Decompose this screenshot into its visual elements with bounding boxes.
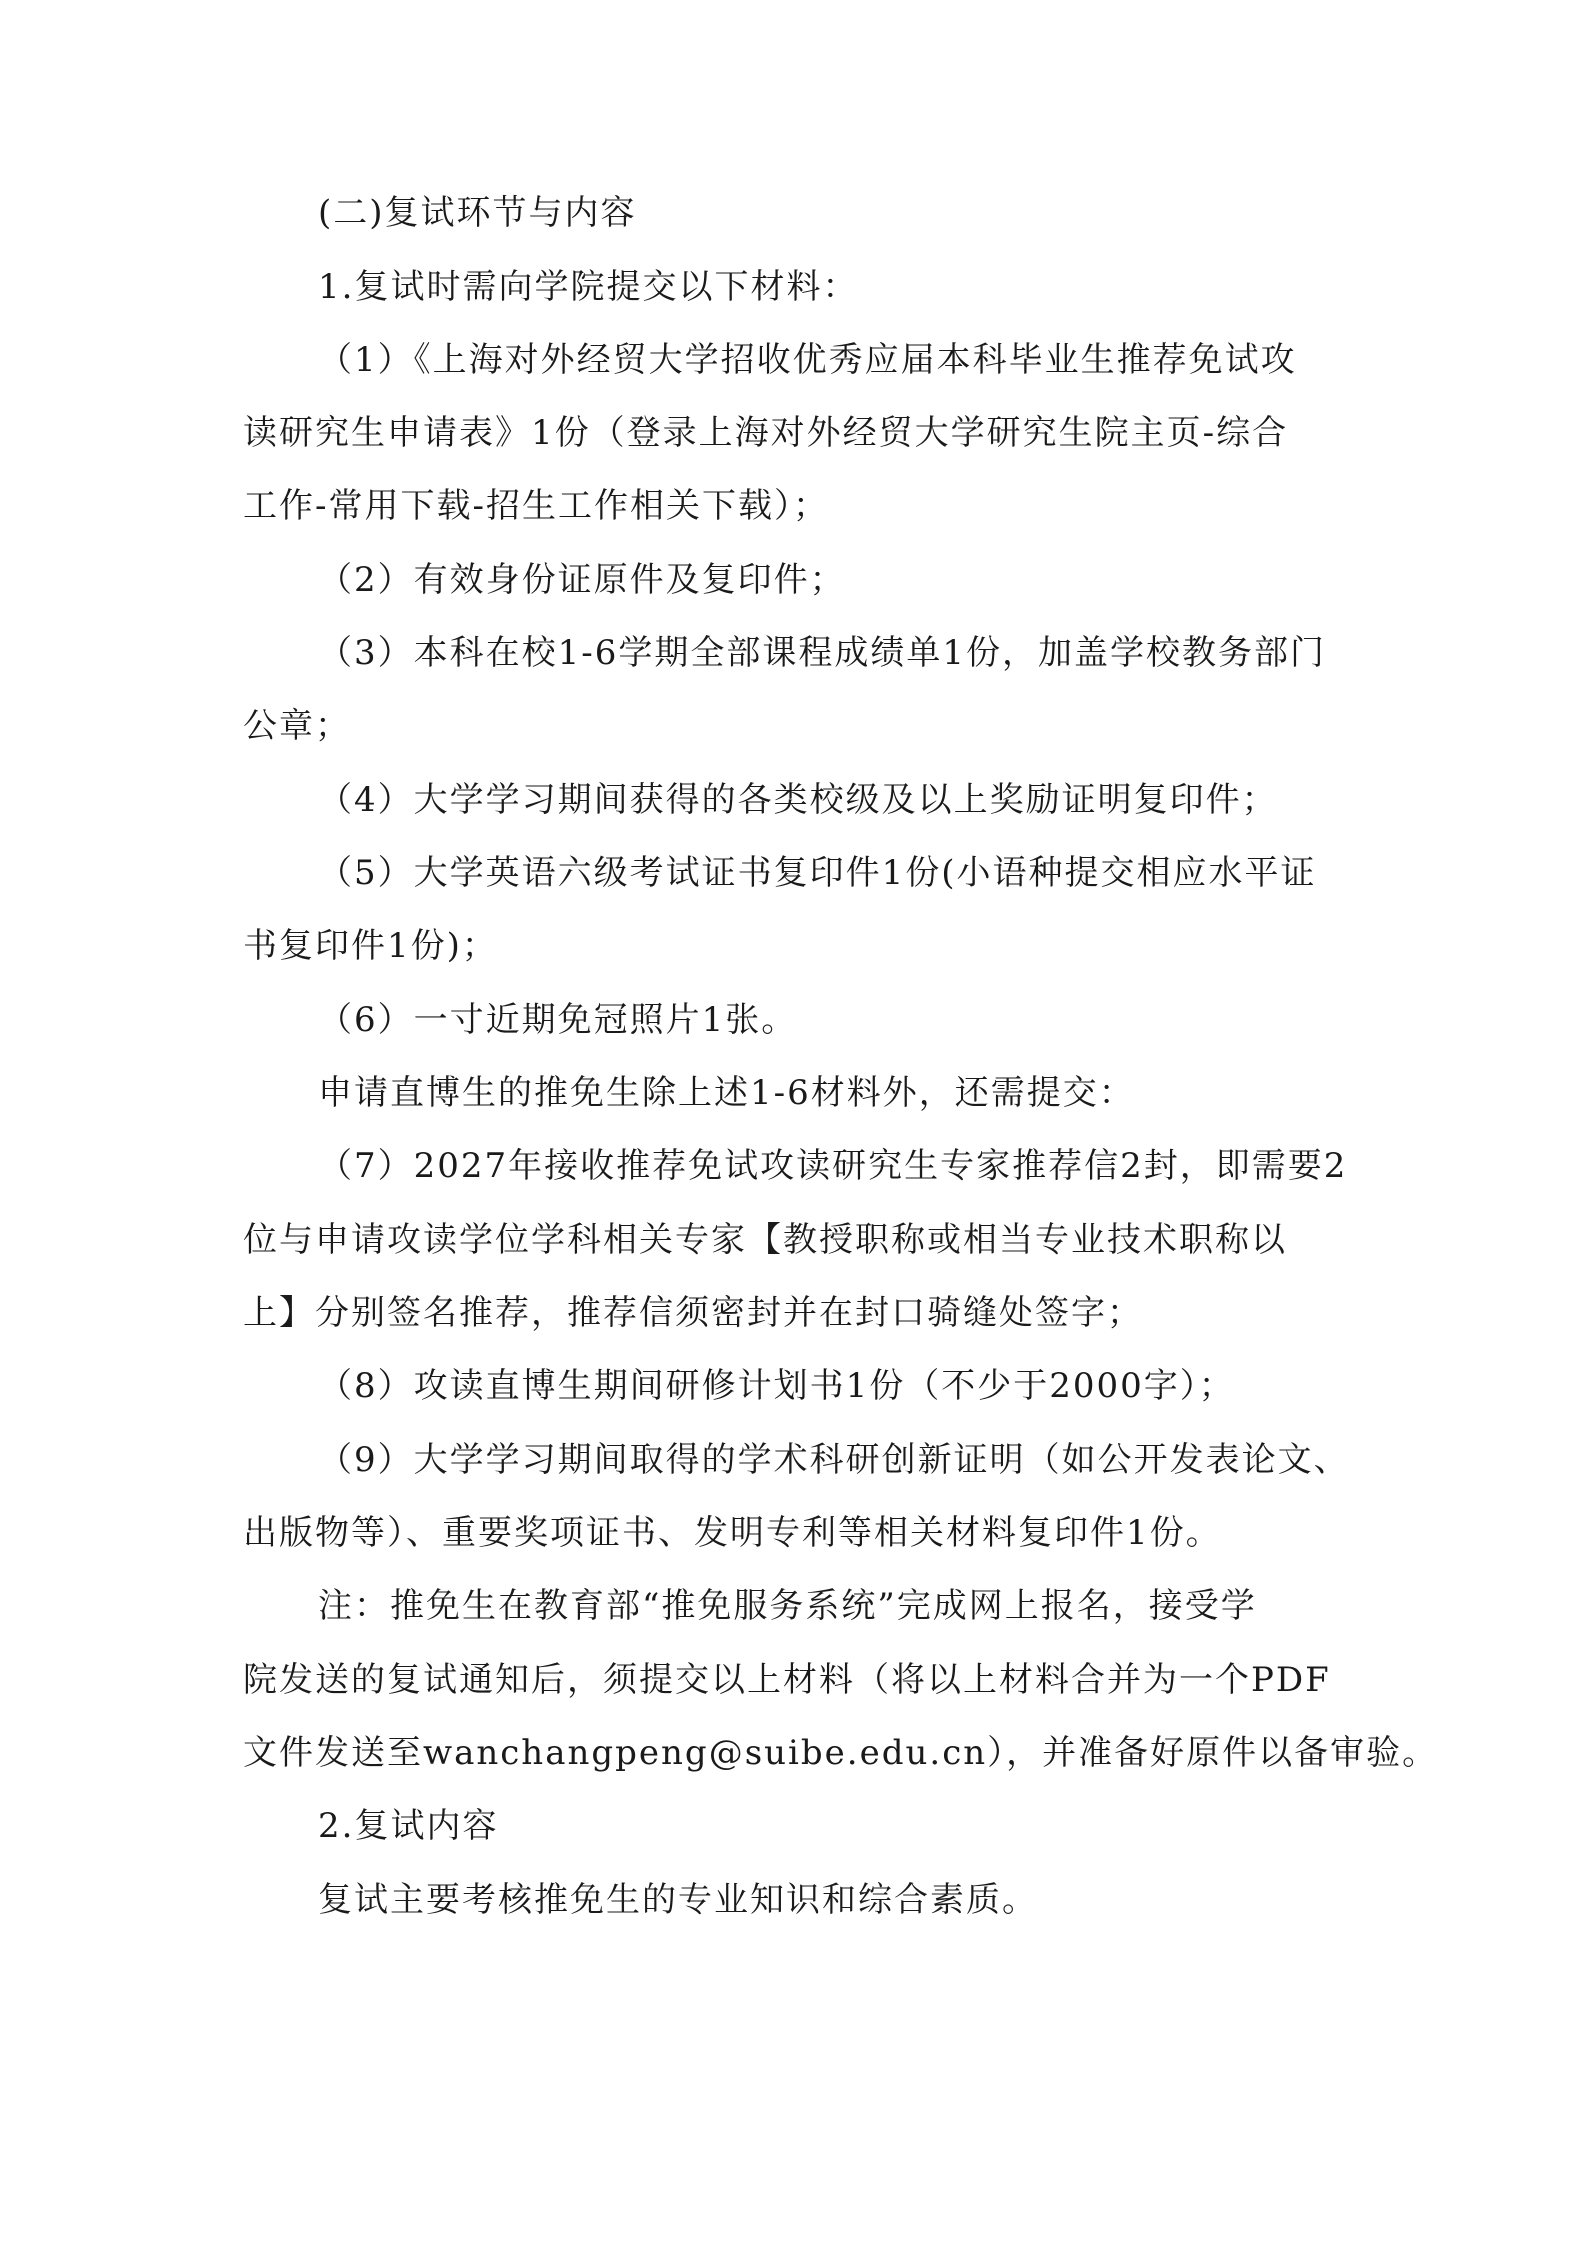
list-item-8: （8）攻读直博生期间研修计划书1份（不少于2000字）； — [318, 1366, 1235, 1406]
note-line-2: 院发送的复试通知后，须提交以上材料（将以上材料合并为一个PDF — [243, 1660, 1331, 1700]
list-item-5-line-1: （5）大学英语六级考试证书复印件1份(小语种提交相应水平证 — [318, 853, 1317, 893]
list-item-9-line-1: （9）大学学习期间取得的学术科研创新证明（如公开发表论文、 — [318, 1440, 1350, 1480]
list-item-3-line-2: 公章； — [243, 706, 351, 746]
list-item-7-line-2: 位与申请攻读学位学科相关专家【教授职称或相当专业技术职称以 — [243, 1220, 1287, 1260]
list-item-2: （2）有效身份证原件及复印件； — [318, 560, 846, 600]
list-item-3-line-1: （3）本科在校1-6学期全部课程成绩单1份，加盖学校教务部门 — [318, 633, 1327, 673]
list-item-1-line-1: （1）《上海对外经贸大学招收优秀应届本科毕业生推荐免试攻 — [318, 340, 1297, 380]
list-item-1-line-3: 工作-常用下载-招生工作相关下载）； — [243, 486, 829, 526]
list-item-4: （4）大学学习期间获得的各类校级及以上奖励证明复印件； — [318, 780, 1278, 820]
doctoral-requirement-paragraph: 申请直博生的推免生除上述1-6材料外，还需提交： — [318, 1073, 1135, 1113]
note-line-1: 注：推免生在教育部“推免服务系统”完成网上报名，接受学 — [318, 1586, 1257, 1626]
list-item-1-line-2: 读研究生申请表》1份（登录上海对外经贸大学研究生院主页-综合 — [243, 413, 1289, 453]
subsection-heading-2: 2.复试内容 — [318, 1806, 499, 1846]
exam-content-paragraph: 复试主要考核推免生的专业知识和综合素质。 — [318, 1880, 1038, 1920]
section-heading: (二)复试环节与内容 — [318, 193, 637, 233]
note-line-3: 文件发送至wanchangpeng@suibe.edu.cn），并准备好原件以备审验。 — [243, 1733, 1439, 1773]
list-item-7-line-3: 上】分别签名推荐，推荐信须密封并在封口骑缝处签字； — [243, 1293, 1143, 1333]
subsection-heading: 1.复试时需向学院提交以下材料： — [318, 267, 859, 307]
list-item-7-line-1: （7）2027年接收推荐免试攻读研究生专家推荐信2封，即需要2 — [318, 1146, 1348, 1186]
list-item-6: （6）一寸近期免冠照片1张。 — [318, 1000, 798, 1040]
list-item-9-line-2: 出版物等）、重要奖项证书、发明专利等相关材料复印件1份。 — [243, 1513, 1222, 1553]
list-item-5-line-2: 书复印件1份)； — [243, 926, 498, 966]
